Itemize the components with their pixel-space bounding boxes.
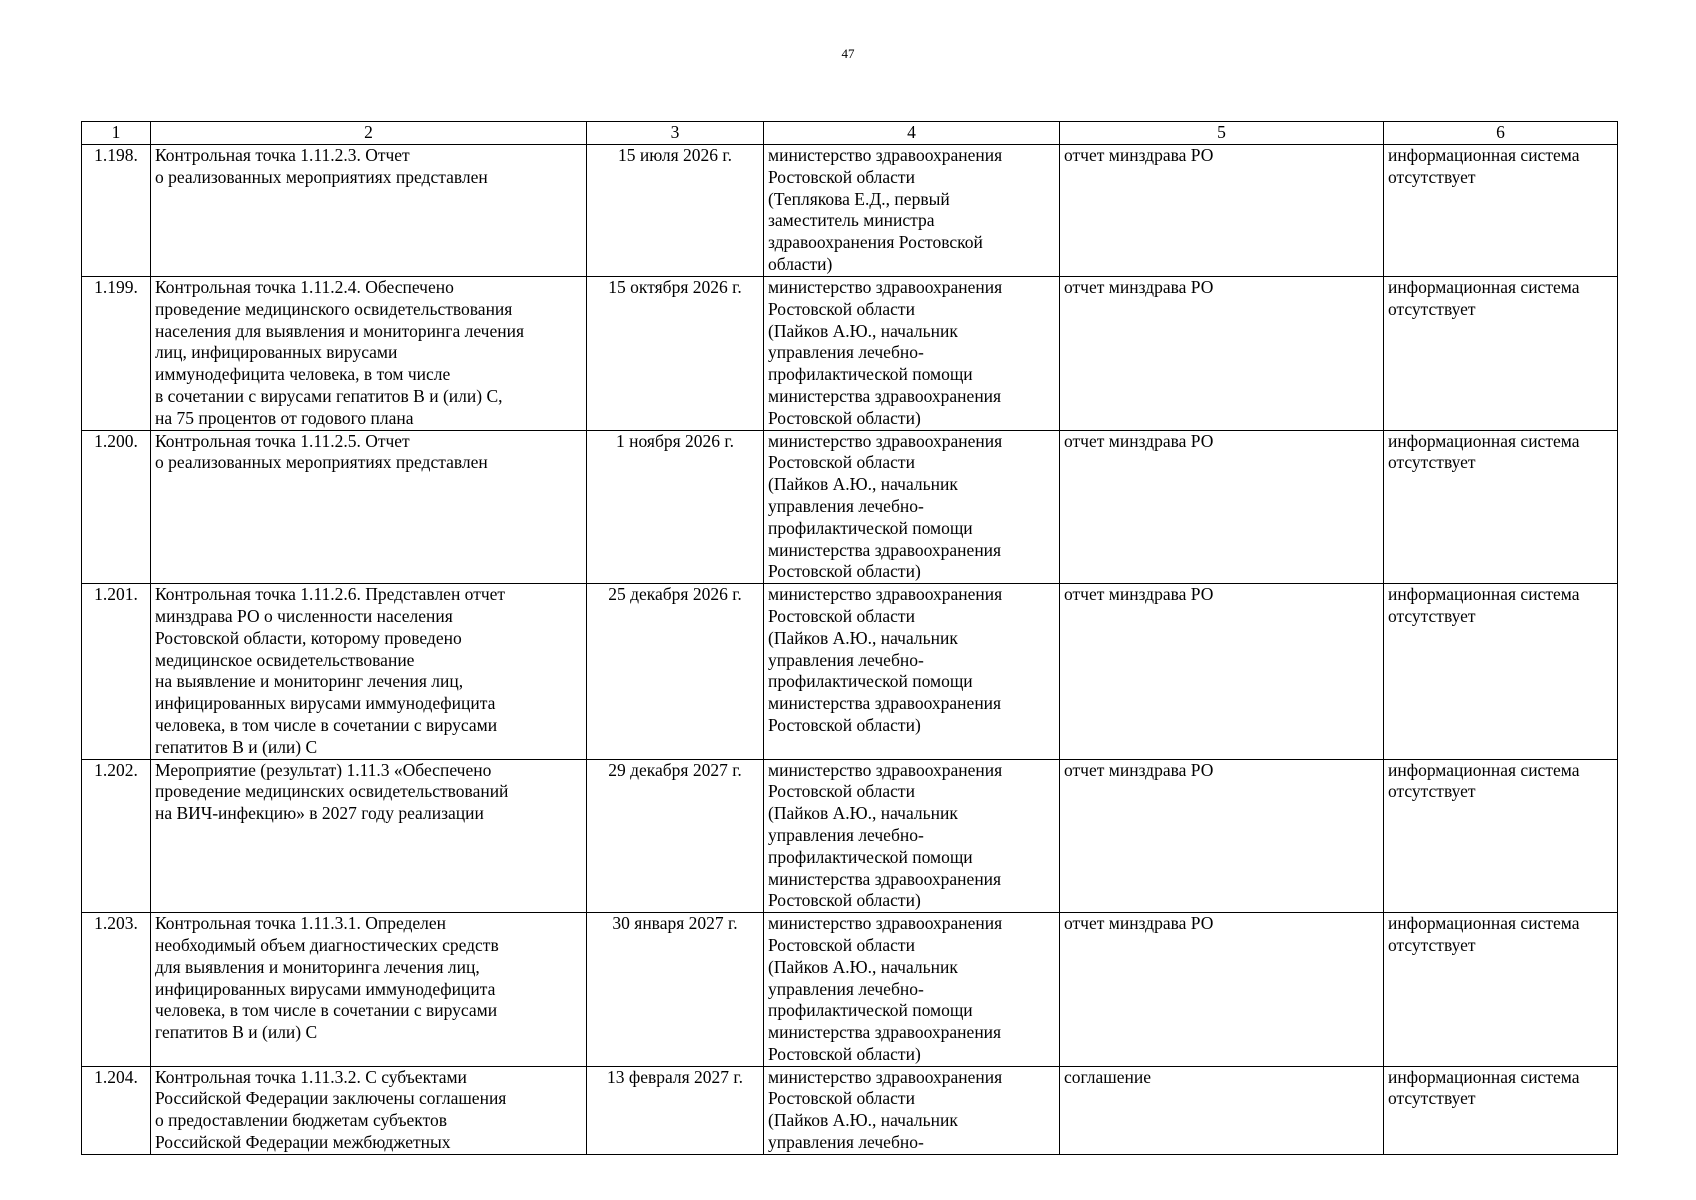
info-system-cell: информационная система отсутствует [1384, 1066, 1618, 1154]
date-cell: 29 декабря 2027 г. [587, 759, 764, 913]
event-cell: Контрольная точка 1.11.2.5. Отчет о реализованных мероприятиях представлен [151, 430, 587, 584]
column-header-4: 4 [764, 122, 1060, 145]
document-cell: отчет минздрава РО [1060, 145, 1384, 277]
table-header-row [82, 122, 1618, 145]
responsible-cell: министерство здравоохранения Ростовской области (Пайков А.Ю., начальник управления лечебно- профилактической помощи министерства здравоохранения Ростовской области) [764, 584, 1060, 759]
event-cell: Контрольная точка 1.11.2.4. Обеспечено проведение медицинского освидетельствования населения для выявления и мониторинга лечения лиц, инфицированных вирусами иммунодефицита человека, в том числе в сочетании с вирусами гепатитов В и (или) С, на 75 процентов от годового плана [151, 277, 587, 431]
date-cell: 13 февраля 2027 г. [587, 1066, 764, 1154]
date-cell: 15 июля 2026 г. [587, 145, 764, 277]
responsible-cell: министерство здравоохранения Ростовской области (Теплякова Е.Д., первый заместитель министра здравоохранения Ростовской области) [764, 145, 1060, 277]
table-row [82, 759, 1618, 913]
document-cell: отчет минздрава РО [1060, 277, 1384, 431]
info-system-cell: информационная система отсутствует [1384, 759, 1618, 913]
date-cell: 1 ноября 2026 г. [587, 430, 764, 584]
document-cell: отчет минздрава РО [1060, 913, 1384, 1067]
column-header-6: 6 [1384, 122, 1618, 145]
table-row [82, 1066, 1618, 1154]
date-cell: 30 января 2027 г. [587, 913, 764, 1067]
event-cell: Контрольная точка 1.11.3.2. С субъектами Российской Федерации заключены соглашения о предоставлении бюджетам субъектов Российской Федерации межбюджетных [151, 1066, 587, 1154]
info-system-cell: информационная система отсутствует [1384, 913, 1618, 1067]
info-system-cell: информационная система отсутствует [1384, 145, 1618, 277]
page-number: 47 [841, 46, 855, 61]
row-number: 1.202. [82, 759, 151, 913]
column-header-5: 5 [1060, 122, 1384, 145]
row-number: 1.203. [82, 913, 151, 1067]
row-number: 1.198. [82, 145, 151, 277]
event-cell: Контрольная точка 1.11.3.1. Определен необходимый объем диагностических средств для выявления и мониторинга лечения лиц, инфицированных вирусами иммунодефицита человека, в том числе в сочетании с вирусами гепатитов В и (или) С [151, 913, 587, 1067]
date-cell: 15 октября 2026 г. [587, 277, 764, 431]
plan-table [81, 121, 1618, 1155]
row-number: 1.200. [82, 430, 151, 584]
date-cell: 25 декабря 2026 г. [587, 584, 764, 759]
document-cell: соглашение [1060, 1066, 1384, 1154]
column-header-1: 1 [82, 122, 151, 145]
table-row [82, 145, 1618, 277]
column-header-2: 2 [151, 122, 587, 145]
table-row [82, 277, 1618, 431]
row-number: 1.199. [82, 277, 151, 431]
event-cell: Контрольная точка 1.11.2.6. Представлен отчет минздрава РО о численности населения Ростовской области, которому проведено медицинское освидетельствование на выявление и мониторинг лечения лиц, инфицированных вирусами иммунодефицита человека, в том числе в сочетании с вирусами гепатитов В и (или) С [151, 584, 587, 759]
event-cell: Контрольная точка 1.11.2.3. Отчет о реализованных мероприятиях представлен [151, 145, 587, 277]
event-cell: Мероприятие (результат) 1.11.3 «Обеспечено проведение медицинских освидетельствований на ВИЧ-инфекцию» в 2027 году реализации [151, 759, 587, 913]
column-header-3: 3 [587, 122, 764, 145]
responsible-cell: министерство здравоохранения Ростовской области (Пайков А.Ю., начальник управления лечебно- профилактической помощи министерства здравоохранения Ростовской области) [764, 430, 1060, 584]
row-number: 1.201. [82, 584, 151, 759]
responsible-cell: министерство здравоохранения Ростовской области (Пайков А.Ю., начальник управления лечебно- [764, 1066, 1060, 1154]
info-system-cell: информационная система отсутствует [1384, 277, 1618, 431]
row-number: 1.204. [82, 1066, 151, 1154]
table-row [82, 584, 1618, 759]
info-system-cell: информационная система отсутствует [1384, 584, 1618, 759]
document-cell: отчет минздрава РО [1060, 584, 1384, 759]
document-cell: отчет минздрава РО [1060, 759, 1384, 913]
table-row [82, 913, 1618, 1067]
info-system-cell: информационная система отсутствует [1384, 430, 1618, 584]
responsible-cell: министерство здравоохранения Ростовской области (Пайков А.Ю., начальник управления лечебно- профилактической помощи министерства здравоохранения Ростовской области) [764, 277, 1060, 431]
table-row [82, 430, 1618, 584]
responsible-cell: министерство здравоохранения Ростовской области (Пайков А.Ю., начальник управления лечебно- профилактической помощи министерства здравоохранения Ростовской области) [764, 913, 1060, 1067]
responsible-cell: министерство здравоохранения Ростовской области (Пайков А.Ю., начальник управления лечебно- профилактической помощи министерства здравоохранения Ростовской области) [764, 759, 1060, 913]
document-cell: отчет минздрава РО [1060, 430, 1384, 584]
